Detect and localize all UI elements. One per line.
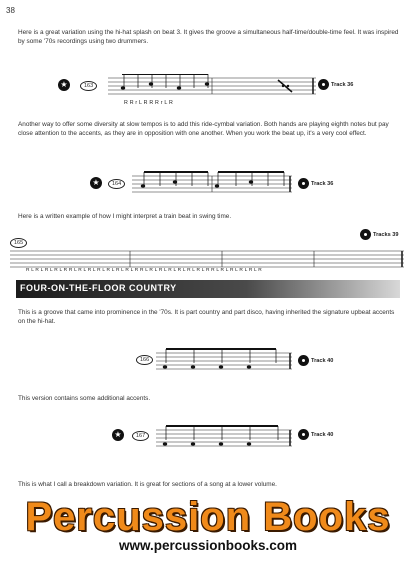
cd-icon bbox=[360, 229, 371, 240]
cd-icon bbox=[298, 429, 309, 440]
section-title: FOUR-ON-THE-FLOOR COUNTRY bbox=[20, 283, 177, 293]
star-icon: ★ bbox=[90, 177, 102, 189]
paragraph-6: This is what I call a breakdown variation. It is great for sections of a song at a lower volume. bbox=[18, 481, 277, 488]
staff-167 bbox=[156, 422, 292, 450]
page-number: 38 bbox=[6, 6, 15, 15]
cd-icon bbox=[318, 79, 329, 90]
paragraph-3: Here is a written example of how I might interpret a train beat in swing time. bbox=[18, 213, 232, 220]
example-number-166: 166 bbox=[136, 355, 153, 365]
cd-icon bbox=[298, 178, 309, 189]
example-number-163: 163 bbox=[80, 81, 97, 91]
sticking-165: R L R L R L R L R R L R L R L R L R L R L R L R R L R L R L R L R L R L R L R R L R L R L R L R L R bbox=[26, 268, 262, 273]
brand-url[interactable]: www.percussionbooks.com bbox=[118, 538, 298, 553]
star-icon: ★ bbox=[58, 79, 70, 91]
brand-logo: Percussion Books bbox=[25, 495, 391, 539]
track-166[interactable] bbox=[298, 355, 333, 366]
example-number-164: 164 bbox=[108, 179, 125, 189]
track-label: Track 40 bbox=[311, 357, 334, 364]
example-number-165: 165 bbox=[10, 238, 27, 248]
staff-165 bbox=[10, 245, 404, 269]
track-label: Tracks 39 bbox=[373, 231, 399, 238]
paragraph-5: This version contains some additional accents. bbox=[18, 395, 151, 402]
paragraph-1: Here is a great variation using the hi-hat splash on beat 3. It gives the groove a simultaneous half-time/double-time feel. It was inspired by some '70s recordings using two drummers. bbox=[18, 29, 399, 45]
track-label: Track 40 bbox=[311, 431, 334, 438]
track-label: Track 36 bbox=[331, 81, 354, 88]
cd-icon bbox=[298, 355, 309, 366]
staff-164 bbox=[132, 170, 292, 198]
track-167[interactable] bbox=[298, 429, 333, 440]
track-165[interactable] bbox=[360, 229, 399, 240]
paragraph-2: Another way to offer some diversity at slow tempos is to add this ride-cymbal variation. Both hands are playing eighth notes but pay close attention to the accents, as they are in opposition with one another. When you work the beat up, it's a very cool effect. bbox=[18, 121, 389, 137]
track-label: Track 36 bbox=[311, 180, 334, 187]
track-163[interactable] bbox=[318, 79, 353, 90]
staff-166 bbox=[156, 347, 292, 373]
paragraph-4: This is a groove that came into prominence in the '70s. It is part country and part disco, having inherited the signature upbeat accents on the hi-hat. bbox=[18, 309, 395, 325]
example-number-167: 167 bbox=[132, 431, 149, 441]
sticking-163: R R r L R R R r L R bbox=[124, 100, 174, 106]
staff-163 bbox=[108, 74, 316, 100]
star-icon: ★ bbox=[112, 429, 124, 441]
track-164[interactable] bbox=[298, 178, 333, 189]
